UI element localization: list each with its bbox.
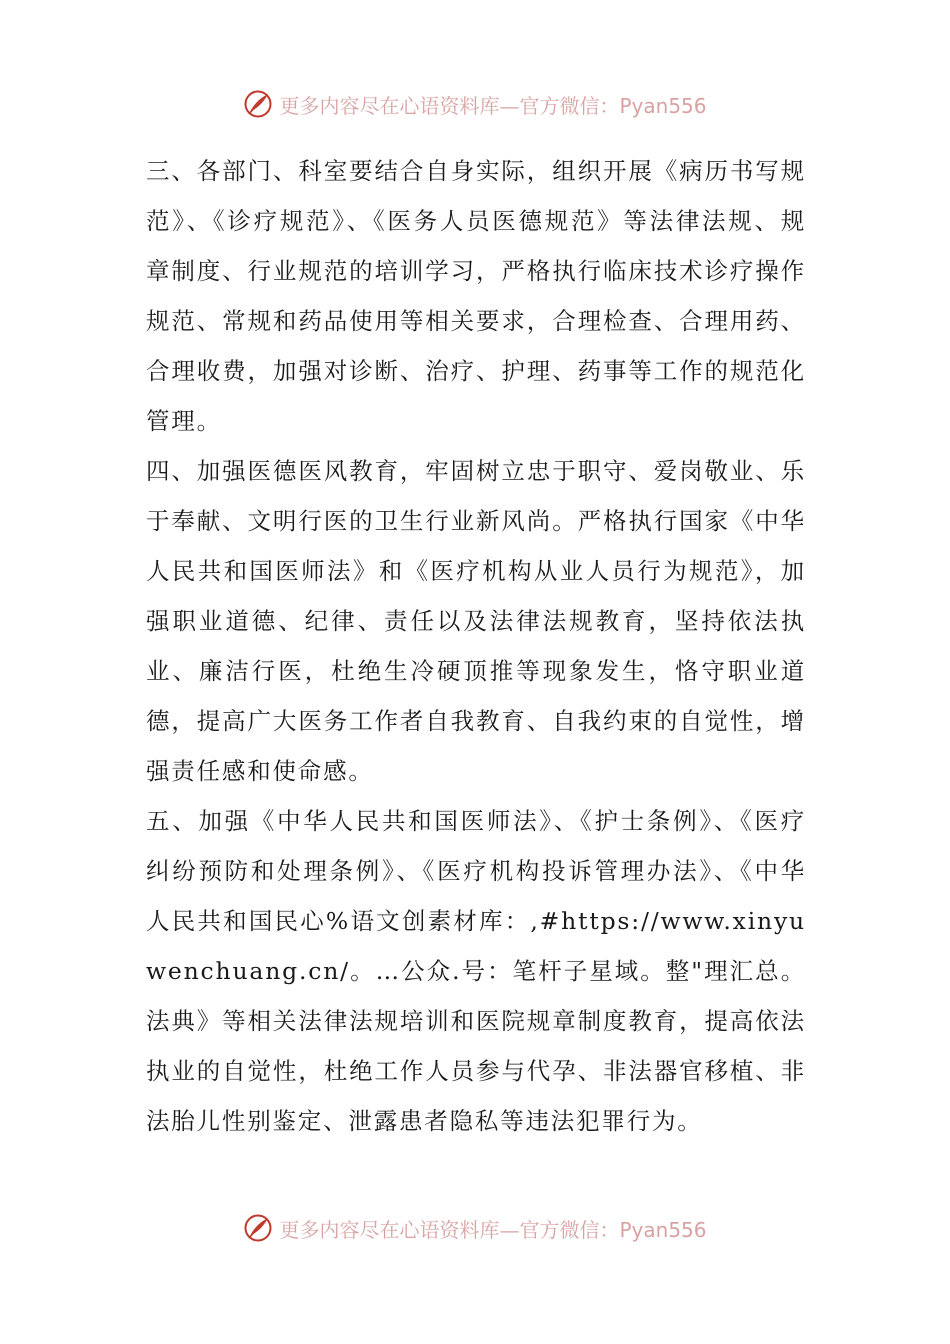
footer-watermark-banner [0,1208,950,1248]
quill-logo-icon [243,89,273,119]
header-watermark-banner [0,84,950,124]
header-wechat-label: 官方微信： [519,93,620,118]
header-wechat-id: Pyan556 [619,93,707,118]
footer-slogan: 更多内容尽在心语资料库 [279,1217,500,1242]
paragraph-four: 四、加强医德医风教育，牢固树立忠于职守、爱岗敬业、乐于奉献、文明行医的卫生行业新风尚。严格执行国家《中华人民共和国医师法》和《医疗机构从业人员行为规范》，加强职业道德、纪律、责任以及法律法规教育，坚持依法执业、廉洁行医，杜绝生冷硬顶推等现象发生，恪守职业道德，提高广大医务工作者自我教育、自我约束的自觉性，增强责任感和使命感。 [146,457,806,785]
header-watermark-text [279,90,706,119]
footer-wechat-label: 官方微信： [519,1217,620,1242]
footer-separator: — [499,1217,520,1242]
document-body [146,146,806,1146]
paragraph-three: 三、各部门、科室要结合自身实际，组织开展《病历书写规范》、《诊疗规范》、《医务人员医德规范》等法律法规、规章制度、行业规范的培训学习，严格执行临床技术诊疗操作规范、常规和药品使用等相关要求，合理检查、合理用药、合理收费，加强对诊断、治疗、护理、药事等工作的规范化管理。 [146,157,806,435]
footer-watermark-text [279,1214,706,1243]
quill-logo-icon [243,1213,273,1243]
header-slogan: 更多内容尽在心语资料库 [279,93,500,118]
paragraph-five: 五、加强《中华人民共和国医师法》、《护士条例》、《医疗纠纷预防和处理条例》、《医疗机构投诉管理办法》、《中华人民共和国民心%语文创素材库：,#https://www.xinyuwenchuang.cn/。…公众.号：笔杆子星域。整"理汇总。法典》等相关法律法规培训和医院规章制度教育，提高依法执业的自觉性，杜绝工作人员参与代孕、非法器官移植、非法胎儿性别鉴定、泄露患者隐私等违法犯罪行为。 [146,807,806,1135]
header-separator: — [499,93,520,118]
footer-wechat-id: Pyan556 [619,1217,707,1242]
